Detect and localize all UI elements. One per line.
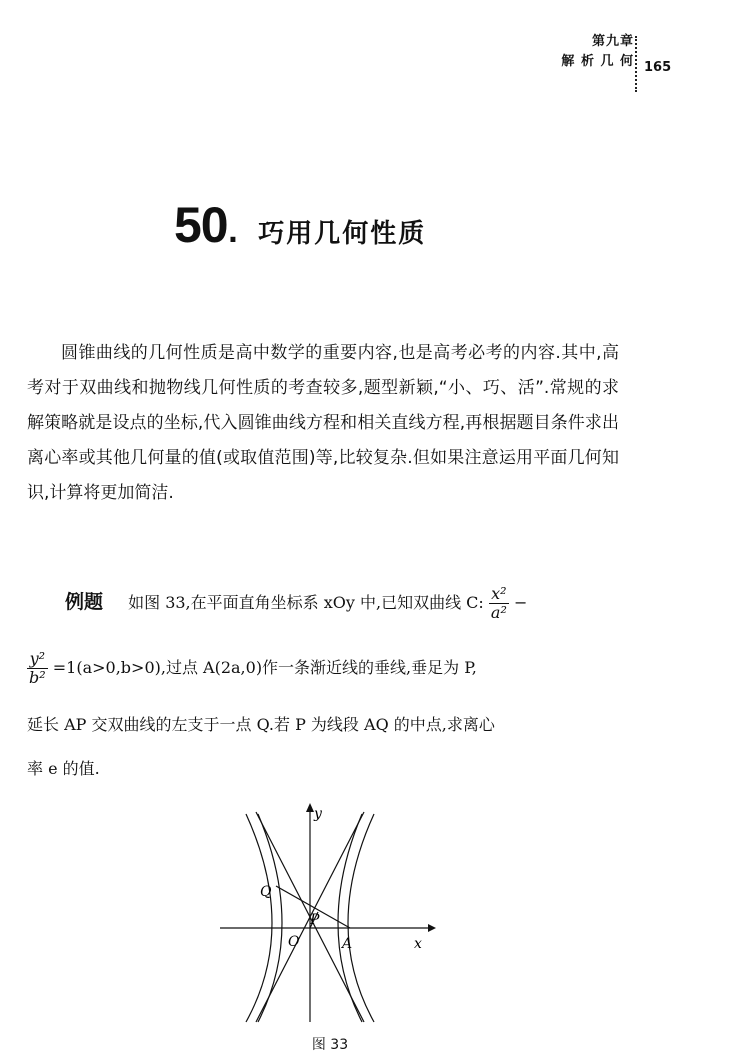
chapter-name: 解 析 几 何 (561, 54, 634, 69)
example-line-2 (27, 650, 627, 687)
chapter-number: 第九章 (591, 34, 634, 49)
y-axis-arrow (306, 803, 314, 812)
example-label: 例题 (65, 591, 104, 613)
example-text-1: 如图 33,在平面直角坐标系 xOy 中,已知双曲线 C: (128, 593, 484, 612)
label-p: P (310, 912, 320, 928)
x-axis-arrow (428, 924, 436, 932)
fraction-numerator: y² (27, 650, 48, 669)
running-header (520, 32, 690, 96)
hyperbola-left-outer (246, 814, 272, 1022)
example-line-1 (27, 585, 627, 622)
fraction-y2-b2 (27, 650, 48, 687)
fraction-denominator: a² (490, 603, 507, 622)
intro-paragraph (27, 336, 619, 511)
section-title (174, 196, 426, 254)
chapter-heading (561, 32, 634, 72)
header-divider (635, 36, 637, 92)
label-a: A (342, 936, 353, 952)
example-text-3: 延长 AP 交双曲线的左支于一点 Q.若 P 为线段 AQ 的中点,求离心 (27, 715, 495, 734)
fraction-x2-a2 (489, 585, 509, 622)
hyperbola-right-inner (338, 814, 362, 1022)
label-q: Q (260, 884, 272, 900)
label-x: x (414, 936, 422, 952)
example-text-4: 率 e 的值. (27, 759, 100, 778)
minus-sign: − (513, 593, 528, 612)
hyperbola-figure (214, 800, 444, 1030)
label-origin: O (288, 934, 300, 950)
hyperbola-left-inner (258, 814, 282, 1022)
example-line-3 (27, 712, 627, 735)
hyperbola-right-outer (348, 814, 374, 1022)
section-number-dot: . (227, 216, 239, 249)
label-y: y (314, 806, 322, 822)
fraction-numerator: x² (489, 585, 509, 604)
section-title-text: 巧用几何性质 (258, 219, 427, 249)
example-text-2: =1(a>0,b>0),过点 A(2a,0)作一条渐近线的垂线,垂足为 P, (52, 658, 477, 677)
example-line-4 (27, 756, 627, 779)
page-number: 165 (644, 60, 672, 75)
figure-caption: 图 33 (311, 1037, 349, 1053)
fraction-denominator: b² (29, 668, 46, 687)
section-number: 50 (174, 197, 228, 253)
intro-text: 圆锥曲线的几何性质是高中数学的重要内容,也是高考必考的内容.其中,高考对于双曲线和抛物线几何性质的考查较多,题型新颖,“小、巧、活”.常规的求解策略就是设点的坐标,代入圆锥曲线方程和相关直线方程,再根据题目条件求出离心率或其他几何量的值(或取值范围)等,比较复杂.但如果注意运用平面几何知识,计算将更加简洁. (27, 343, 619, 503)
